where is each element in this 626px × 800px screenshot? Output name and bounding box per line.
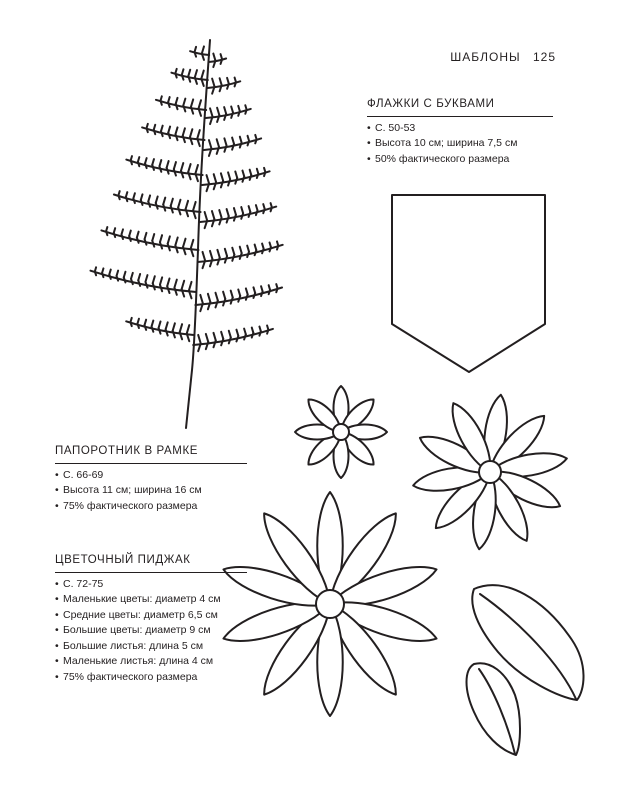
- fern-needle: [202, 46, 204, 53]
- fern-details-list: [55, 468, 247, 515]
- fern-needle: [137, 324, 138, 328]
- fern-branch: [209, 59, 226, 63]
- fern-needle: [160, 242, 162, 248]
- fern-needle: [163, 204, 165, 210]
- fern-needle: [173, 331, 175, 338]
- fern-needle: [252, 333, 254, 338]
- fern-needle: [195, 70, 197, 77]
- fern-needle: [240, 142, 242, 147]
- fern-needle: [175, 238, 177, 246]
- fern-needle: [183, 99, 185, 106]
- list-item: • Средние цветы: диаметр 6,5 см: [55, 608, 247, 624]
- fern-needle: [175, 73, 176, 77]
- fern-needle: [141, 200, 143, 205]
- fern-needle: [227, 209, 229, 216]
- fern-needle: [118, 195, 119, 199]
- flower-center: [333, 424, 349, 440]
- fern-needle: [191, 99, 193, 107]
- fern-needle: [232, 144, 234, 150]
- fern-needle: [255, 139, 256, 143]
- fern-needle: [209, 140, 212, 148]
- fern-needle: [168, 236, 170, 243]
- fern-needle: [183, 128, 185, 135]
- fern-title: ПАПОРОТНИК В РАМКЕ: [55, 444, 247, 464]
- fern-needle: [223, 299, 225, 306]
- fern-needle: [152, 326, 154, 331]
- jacket-details-list: [55, 577, 247, 686]
- fern-illustration: [90, 40, 282, 428]
- fern-needle: [156, 197, 158, 203]
- fern-needle: [227, 216, 229, 222]
- fern-needle: [235, 171, 237, 177]
- fern-needle: [106, 231, 107, 235]
- fern-needle: [159, 328, 161, 334]
- jacket-template-info: [55, 553, 247, 685]
- fern-needle: [195, 165, 198, 174]
- fern-needle: [270, 247, 271, 251]
- flags-title: ФЛАЖКИ С БУКВАМИ: [367, 97, 553, 117]
- fern-needle: [190, 129, 192, 137]
- fern-needle: [145, 275, 147, 282]
- fern-needle: [255, 250, 257, 255]
- fern-needle: [168, 133, 170, 139]
- fern-needle: [124, 277, 126, 282]
- flower-center: [479, 461, 501, 483]
- jacket-title: ЦВЕТОЧНЫЙ ПИДЖАК: [55, 553, 247, 573]
- fern-needle: [238, 290, 240, 296]
- fern-needle: [131, 160, 132, 164]
- list-item: • Маленькие листья: длина 4 см: [55, 654, 247, 670]
- fern-needle: [217, 258, 219, 265]
- fern-needle: [207, 175, 210, 183]
- fern-needle: [246, 294, 248, 299]
- fern-needle: [277, 246, 278, 250]
- fern-needle: [242, 176, 244, 181]
- fern-needle: [200, 295, 203, 304]
- fern-needle: [145, 239, 147, 245]
- fern-needle: [163, 198, 165, 205]
- fern-needle: [257, 174, 258, 178]
- fern-needle: [145, 325, 147, 330]
- fern-needle: [166, 322, 168, 329]
- fern-branch: [90, 271, 196, 292]
- fern-needle: [228, 179, 230, 185]
- fern-needle: [214, 174, 216, 182]
- fern-needle: [219, 218, 221, 225]
- fern-needle: [224, 107, 226, 114]
- page-number: 125: [532, 50, 556, 64]
- list-item: • С. 50-53: [367, 121, 553, 137]
- fern-needle: [152, 165, 154, 170]
- fern-needle: [174, 162, 176, 169]
- flower-center: [316, 590, 344, 618]
- fern-needle: [221, 339, 223, 345]
- fern-needle: [213, 340, 215, 347]
- fern-needle: [217, 250, 219, 258]
- fern-needle: [181, 171, 183, 178]
- fern-needle: [174, 288, 176, 295]
- fern-needle: [229, 337, 231, 343]
- fern-needle: [160, 235, 162, 242]
- fern-needle: [231, 297, 233, 303]
- fern-needle: [161, 131, 163, 136]
- fern-needle: [159, 166, 161, 172]
- fern-needle: [130, 322, 131, 326]
- section-title: ШАБЛОНЫ: [450, 50, 521, 64]
- fern-needle: [146, 128, 147, 132]
- fern-needle: [271, 207, 272, 211]
- pennant-flag-illustration: [392, 195, 545, 372]
- fern-needle: [225, 249, 227, 256]
- fern-needle: [221, 181, 223, 188]
- fern-needle: [173, 323, 175, 330]
- fern-needle: [138, 280, 140, 286]
- fern-needle: [197, 130, 200, 138]
- fern-needle: [247, 252, 249, 257]
- fern-needle: [175, 127, 177, 134]
- fern-needle: [224, 145, 226, 151]
- fern-needle: [167, 286, 169, 293]
- fern-needle: [156, 203, 158, 209]
- fern-needle: [187, 325, 190, 333]
- fern-needle: [121, 234, 123, 239]
- list-item: • 75% фактического размера: [55, 670, 247, 686]
- fern-needle: [199, 100, 201, 108]
- fern-needle: [216, 293, 218, 301]
- fern-needle: [109, 274, 110, 278]
- fern-needle: [183, 136, 185, 143]
- fern-needle: [236, 336, 238, 342]
- fern-needle: [240, 253, 242, 259]
- fern-needle: [212, 79, 214, 87]
- fern-needle: [217, 139, 219, 147]
- fern-needle: [232, 138, 234, 144]
- fern-needle: [148, 201, 150, 206]
- fern-needle: [183, 239, 185, 247]
- fern-needle: [181, 163, 183, 171]
- fern-needle: [206, 334, 208, 342]
- list-item: • Высота 10 см; ширина 7,5 см: [367, 136, 553, 152]
- list-item: • С. 66-69: [55, 468, 247, 484]
- fern-needle: [167, 279, 169, 287]
- fern-needle: [208, 294, 210, 302]
- fern-needle: [212, 211, 214, 219]
- fern-needle: [259, 331, 260, 335]
- list-item: • Большие цветы: диаметр 9 см: [55, 623, 247, 639]
- fern-needle: [138, 162, 139, 166]
- fern-needle: [167, 168, 169, 174]
- fern-needle: [235, 82, 236, 86]
- fern-needle: [238, 296, 240, 302]
- fern-needle: [178, 207, 180, 214]
- fern-branch: [142, 127, 204, 140]
- fern-needle: [145, 282, 147, 288]
- fern-needle: [180, 324, 182, 332]
- fern-needle: [234, 215, 236, 221]
- fern-needle: [213, 54, 215, 61]
- fern-needle: [166, 329, 168, 335]
- fern-needle: [223, 292, 225, 299]
- fern-needle: [205, 212, 208, 221]
- fern-needle: [171, 199, 173, 206]
- fern-needle: [263, 209, 264, 213]
- fern-needle: [193, 202, 196, 211]
- small-leaf-illustration: [467, 663, 521, 755]
- fern-needle: [261, 291, 263, 296]
- list-item: • Высота 11 см; ширина 16 см: [55, 483, 247, 499]
- fern-needle: [201, 71, 203, 79]
- fern-needle: [216, 300, 218, 307]
- fern-needle: [219, 210, 221, 218]
- fern-needle: [276, 288, 277, 292]
- fern-needle: [153, 283, 155, 289]
- fern-needle: [153, 276, 155, 283]
- fern-needle: [225, 256, 227, 263]
- fern-needle: [133, 198, 135, 203]
- fern-needle: [213, 333, 215, 341]
- fern-needle: [232, 255, 234, 261]
- fern-needle: [182, 281, 184, 289]
- fern-needle: [152, 234, 154, 241]
- fern-needle: [175, 245, 177, 252]
- fern-needle: [114, 233, 115, 237]
- fern-needle: [203, 252, 206, 261]
- fern-needle: [145, 163, 147, 168]
- fern-needle: [210, 251, 212, 259]
- list-item: • 75% фактического размера: [55, 499, 247, 515]
- fern-needle: [240, 247, 242, 253]
- fern-needle: [269, 290, 270, 294]
- fern-needle: [189, 282, 192, 291]
- fern-needle: [126, 197, 127, 201]
- list-item: • Большие листья: длина 5 см: [55, 639, 247, 655]
- fern-needle: [174, 280, 176, 288]
- fern-needle: [217, 108, 219, 116]
- flags-details-list: [367, 121, 553, 168]
- fern-needle: [95, 272, 96, 276]
- fern-needle: [159, 321, 161, 327]
- fern-needle: [235, 178, 237, 184]
- list-item: • 50% фактического размера: [367, 152, 553, 168]
- fern-needle: [186, 201, 188, 209]
- fern-needle: [249, 212, 251, 217]
- fern-needle: [129, 236, 131, 241]
- fern-needle: [160, 285, 162, 292]
- fern-needle: [188, 164, 190, 172]
- fern-needle: [198, 335, 201, 344]
- fern-needle: [231, 291, 233, 298]
- list-item: • С. 72-75: [55, 577, 247, 593]
- list-item: • Маленькие цветы: диаметр 4 см: [55, 592, 247, 608]
- fern-branch: [190, 51, 209, 55]
- fern-needle: [234, 208, 236, 215]
- fern-needle: [154, 130, 155, 134]
- fern-needle: [131, 279, 133, 284]
- large-flower-illustration: [220, 492, 441, 716]
- fern-needle: [160, 277, 162, 284]
- fern-needle: [137, 238, 139, 243]
- fern-needle: [267, 330, 268, 334]
- fern-needle: [221, 173, 223, 180]
- fern-needle: [232, 248, 234, 255]
- fern-needle: [256, 210, 258, 215]
- small-flower-illustration: [295, 386, 387, 478]
- fern-needle: [160, 101, 161, 105]
- page-header: [450, 50, 556, 64]
- fern-needle: [178, 200, 180, 208]
- fern-needle: [229, 331, 231, 338]
- fern-needle: [262, 249, 264, 254]
- medium-flower-illustration: [411, 393, 568, 550]
- fern-needle: [221, 332, 223, 339]
- fern-needle: [245, 110, 246, 114]
- fern-needle: [210, 108, 212, 116]
- fern-needle: [152, 241, 154, 247]
- fern-needle: [241, 213, 243, 219]
- flags-template-info: [367, 97, 553, 167]
- fern-needle: [171, 206, 173, 213]
- fern-needle: [168, 244, 170, 251]
- fern-needle: [224, 138, 226, 145]
- fern-needle: [191, 240, 194, 249]
- fern-needle: [174, 169, 176, 175]
- fern-needle: [250, 175, 252, 180]
- fern-needle: [167, 161, 169, 168]
- fern-needle: [228, 172, 230, 179]
- fern-needle: [102, 273, 103, 277]
- fern-template-info: [55, 444, 247, 514]
- fern-needle: [117, 276, 119, 281]
- fern-needle: [253, 293, 255, 298]
- fern-needle: [244, 334, 246, 339]
- fern-needle: [220, 78, 222, 85]
- fern-needle: [264, 172, 265, 176]
- fern-needle: [175, 134, 177, 140]
